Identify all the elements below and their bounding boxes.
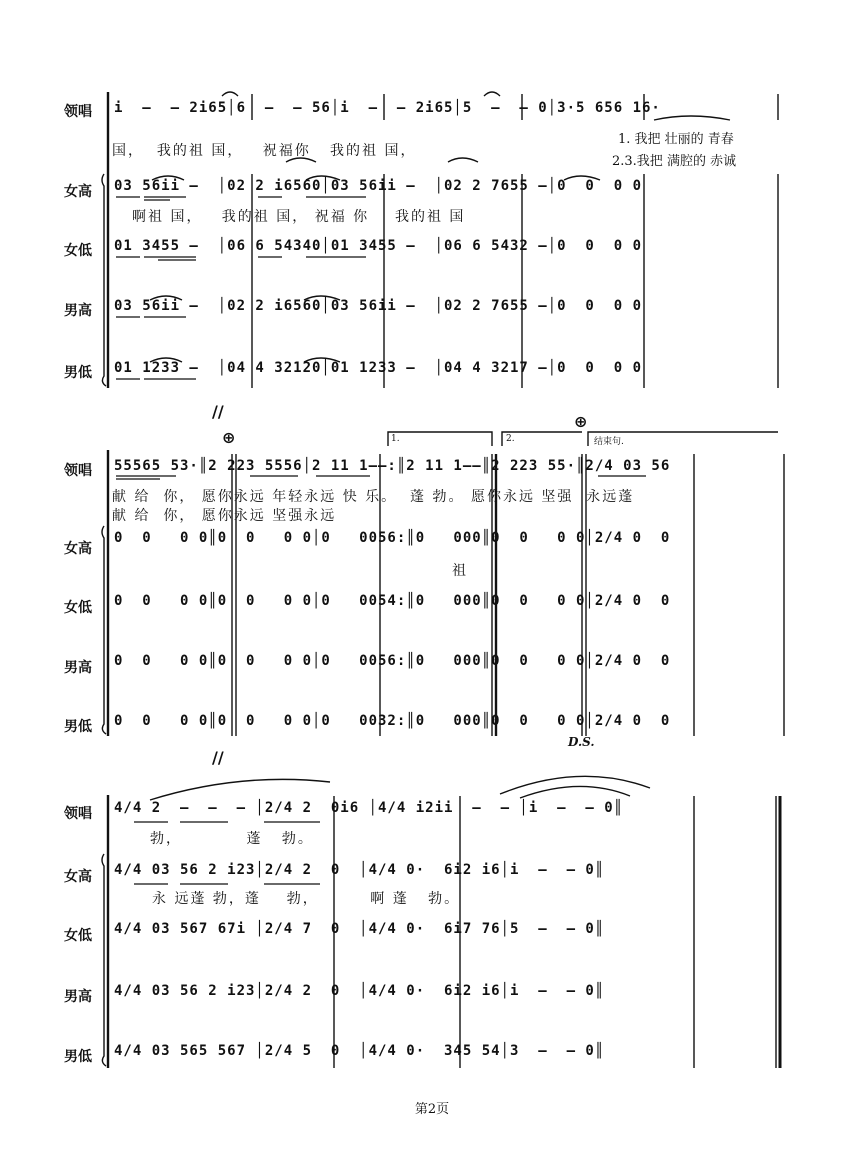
part-label-ten: 男高: [64, 989, 92, 1005]
part-label-ten: 男高: [64, 303, 92, 319]
coda-sign: ⊕: [574, 412, 588, 431]
ending-marker: 结束句.: [594, 437, 624, 447]
system-break-mark: //: [212, 402, 224, 421]
part-label-bass: 男低: [64, 1049, 92, 1065]
part-label-lead: 领唱: [64, 463, 92, 479]
volta-1-label: 1.: [391, 434, 400, 444]
verse-1-lyric: 1. 我把 壮丽的 青春: [618, 132, 734, 147]
part-label-lead: 领唱: [64, 806, 92, 822]
ten-notes-2: 0 0 0 0║0 0 0 0│0 0056:║0 000║0 0 0 0│2/4 0 0: [114, 653, 671, 669]
lead-notes-2: 55565 53·║2 223 5556│2 11 1––:║2 11 1––║2 223 55·║2/4 03 56: [114, 458, 671, 474]
bass-notes-1: 01 1233 – │04 4 32120│01 1233 – │04 4 3217 –│0 0 0 0: [114, 360, 643, 376]
part-label-bass: 男低: [64, 365, 92, 381]
alto-notes-3: 4/4 03 567 67i │2/4 7 0 │4/4 0· 6i7 76│5 – – 0║: [114, 921, 605, 937]
sop-lyrics-1: 啊祖 国， 我的祖 国， 祝福 你 我的祖 国: [132, 209, 466, 225]
part-label-alto: 女低: [64, 600, 92, 616]
coda-sign: ⊕: [222, 428, 236, 447]
lead-lyrics-3: 勃， 蓬 勃。: [150, 831, 314, 847]
sop-lyric-2: 祖: [452, 563, 468, 579]
lead-lyrics-1: 国， 我的祖 国， 祝福你 我的祖 国，: [112, 143, 417, 159]
part-label-sop: 女高: [64, 541, 92, 557]
lead-lyrics-2a: 献 给 你， 愿你永远 年轻永远 快 乐。 蓬 勃。 愿你永远 坚强 永远蓬: [112, 489, 635, 505]
sop-notes-3: 4/4 03 56 2 i23│2/4 2 0 │4/4 0· 6i2 i6│i – – 0║: [114, 862, 605, 878]
part-label-sop: 女高: [64, 869, 92, 885]
volta-2-label: 2.: [506, 434, 515, 444]
sop-notes-2: 0 0 0 0║0 0 0 0│0 0056:║0 000║0 0 0 0│2/4 0 0: [114, 530, 671, 546]
lead-notes-3: 4/4 2 – – – │2/4 2 0i6 │4/4 i2ii – – │i – – 0║: [114, 800, 624, 816]
bass-notes-2: 0 0 0 0║0 0 0 0│0 0032:║0 000║0 0 0 0│2/4 0 0: [114, 713, 671, 729]
part-label-ten: 男高: [64, 660, 92, 676]
sop-lyrics-3: 永 远蓬 勃，蓬 勃， 啊 蓬 勃。: [152, 891, 461, 907]
dal-segno-mark: D.S.: [568, 735, 595, 749]
bass-notes-3: 4/4 03 565 567 │2/4 5 0 │4/4 0· 345 54│3 – – 0║: [114, 1043, 605, 1059]
verse-23-lyric: 2.3.我把 满腔的 赤诚: [612, 154, 737, 169]
part-label-bass: 男低: [64, 719, 92, 735]
alto-notes-1: 01 3455 – │06 6 54340│01 3455 – │06 6 5432 –│0 0 0 0: [114, 238, 643, 254]
ten-notes-3: 4/4 03 56 2 i23│2/4 2 0 │4/4 0· 6i2 i6│i – – 0║: [114, 983, 605, 999]
lead-lyrics-2b: 献 给 你， 愿你永远 坚强永远: [112, 508, 337, 524]
part-label-sop: 女高: [64, 184, 92, 200]
sop-notes-1: 03 56ii – │02 2 i6560│03 56ii – │02 2 7655 –│0 0 0 0: [114, 178, 643, 194]
part-label-alto: 女低: [64, 243, 92, 259]
system-break-mark: //: [212, 748, 224, 767]
part-label-lead: 领唱: [64, 104, 92, 120]
alto-notes-2: 0 0 0 0║0 0 0 0│0 0054:║0 000║0 0 0 0│2/4 0 0: [114, 593, 671, 609]
page-number: 第2页: [414, 1102, 450, 1117]
lead-notes-1: i – – 2i65│6 – – 56│i – – 2i65│5 – – 0│3·5 656 16·: [114, 100, 661, 116]
part-label-alto: 女低: [64, 928, 92, 944]
ten-notes-1: 03 56ii – │02 2 i6560│03 56ii – │02 2 7655 –│0 0 0 0: [114, 298, 643, 314]
